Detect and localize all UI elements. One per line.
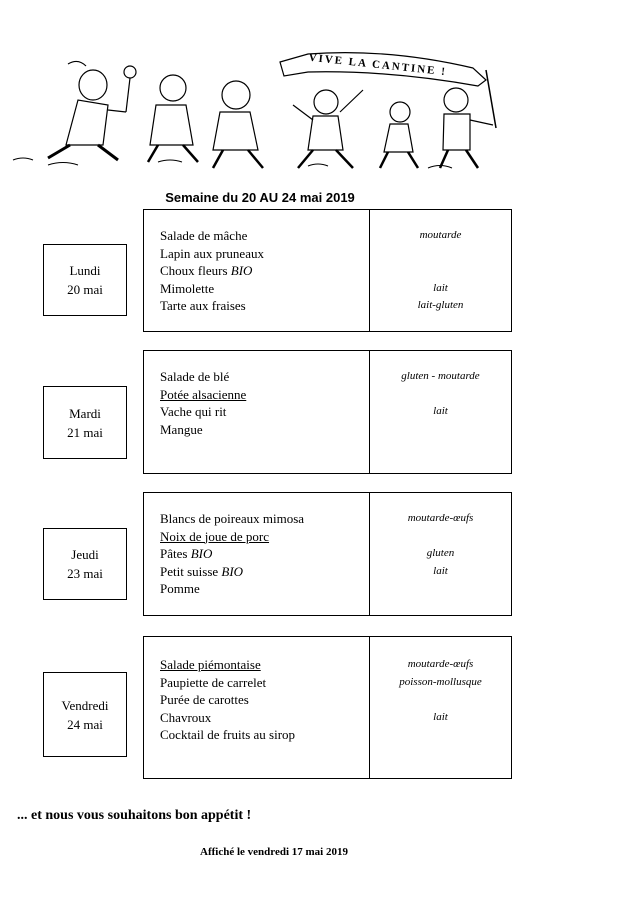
dish-item: Lapin aux pruneaux: [160, 245, 264, 261]
allergen-item: gluten: [426, 547, 455, 559]
bio-label: BIO: [230, 263, 253, 278]
dish-list: [160, 227, 264, 315]
child-figure-3: [213, 81, 263, 168]
dish-item: Mangue: [160, 421, 203, 437]
allergen-item: [370, 262, 511, 280]
day-name: Vendredi: [61, 697, 109, 713]
allergen-item: [370, 528, 511, 546]
menu-box-vendredi: [143, 636, 512, 779]
dish-list: [160, 656, 295, 744]
allergen-item: [370, 421, 511, 439]
day-box-lundi: [43, 244, 127, 316]
allergen-item: [370, 580, 511, 598]
allergen-item: gluten - moutarde: [401, 370, 480, 382]
day-date: 21 mai: [67, 424, 103, 440]
allergen-list: [370, 368, 511, 438]
allergen-item: moutarde-œufs: [407, 512, 474, 524]
cantine-illustration: [8, 50, 508, 175]
bio-label: BIO: [190, 546, 213, 561]
dish-item: Noix de joue de porc: [160, 528, 270, 544]
child-figure-1: [48, 61, 136, 160]
dish-item: Petit suisse BIO: [160, 563, 244, 579]
dish-item: Choux fleurs BIO: [160, 263, 253, 278]
allergen-item: moutarde: [419, 229, 462, 241]
day-name: Lundi: [69, 263, 101, 278]
child-figure-6: [440, 88, 493, 168]
dish-item: Salade de blé: [160, 369, 230, 384]
day-name: Mardi: [69, 405, 101, 421]
posted-date: Affiché le vendredi 17 mai 2019: [200, 846, 348, 858]
child-figure-2: [148, 75, 198, 162]
closing-message: ... et nous vous souhaitons bon appétit !: [17, 808, 252, 823]
allergen-item: lait: [433, 564, 448, 577]
dish-item: Salade de mâche: [160, 228, 248, 243]
allergen-item: lait-gluten: [417, 299, 464, 311]
dish-list: [160, 510, 304, 598]
allergen-item: poisson-mollusque: [399, 675, 482, 688]
allergen-list: [370, 227, 511, 315]
day-date: 24 mai: [67, 716, 103, 732]
allergen-item: [370, 726, 511, 744]
dish-item: Salade piémontaise: [160, 657, 261, 672]
dish-item: Cocktail de fruits au sirop: [160, 727, 296, 742]
allergen-item: [370, 386, 511, 404]
bio-label: BIO: [221, 563, 244, 579]
menu-box-mardi: [143, 350, 512, 474]
day-box-vendredi: [43, 672, 127, 757]
day-date: 23 mai: [67, 566, 103, 581]
dish-item: Chavroux: [160, 709, 212, 725]
menu-box-jeudi: [143, 492, 512, 616]
allergen-item: moutarde-œufs: [407, 658, 474, 670]
day-box-mardi: [43, 386, 127, 459]
allergen-item: lait: [433, 281, 448, 294]
dish-item: Potée alsacienne: [160, 386, 247, 402]
allergen-item: [370, 691, 511, 709]
day-date: 20 mai: [67, 282, 103, 297]
child-figure-5: [380, 102, 418, 168]
banner-text: VIVE LA CANTINE !: [308, 51, 448, 79]
allergen-item: lait: [433, 405, 448, 417]
day-name: Jeudi: [71, 547, 99, 562]
dish-item: Pomme: [160, 581, 200, 596]
week-title: Semaine du 20 AU 24 mai 2019: [165, 190, 355, 205]
child-figure-4: [293, 90, 363, 168]
allergen-list: [370, 510, 511, 598]
menu-box-lundi: [143, 209, 512, 332]
allergen-list: [370, 656, 511, 744]
allergen-item: lait: [433, 710, 448, 723]
dish-item: Vache qui rit: [160, 404, 227, 419]
day-box-jeudi: [43, 528, 127, 600]
dish-item: Purée de carottes: [160, 692, 249, 707]
allergen-item: [370, 245, 511, 263]
dish-list: [160, 368, 246, 438]
dish-item: Pâtes BIO: [160, 546, 213, 561]
dish-item: Tarte aux fraises: [160, 298, 246, 313]
dish-item: Mimolette: [160, 280, 215, 296]
dish-item: Paupiette de carrelet: [160, 674, 267, 690]
dish-item: Blancs de poireaux mimosa: [160, 511, 305, 526]
